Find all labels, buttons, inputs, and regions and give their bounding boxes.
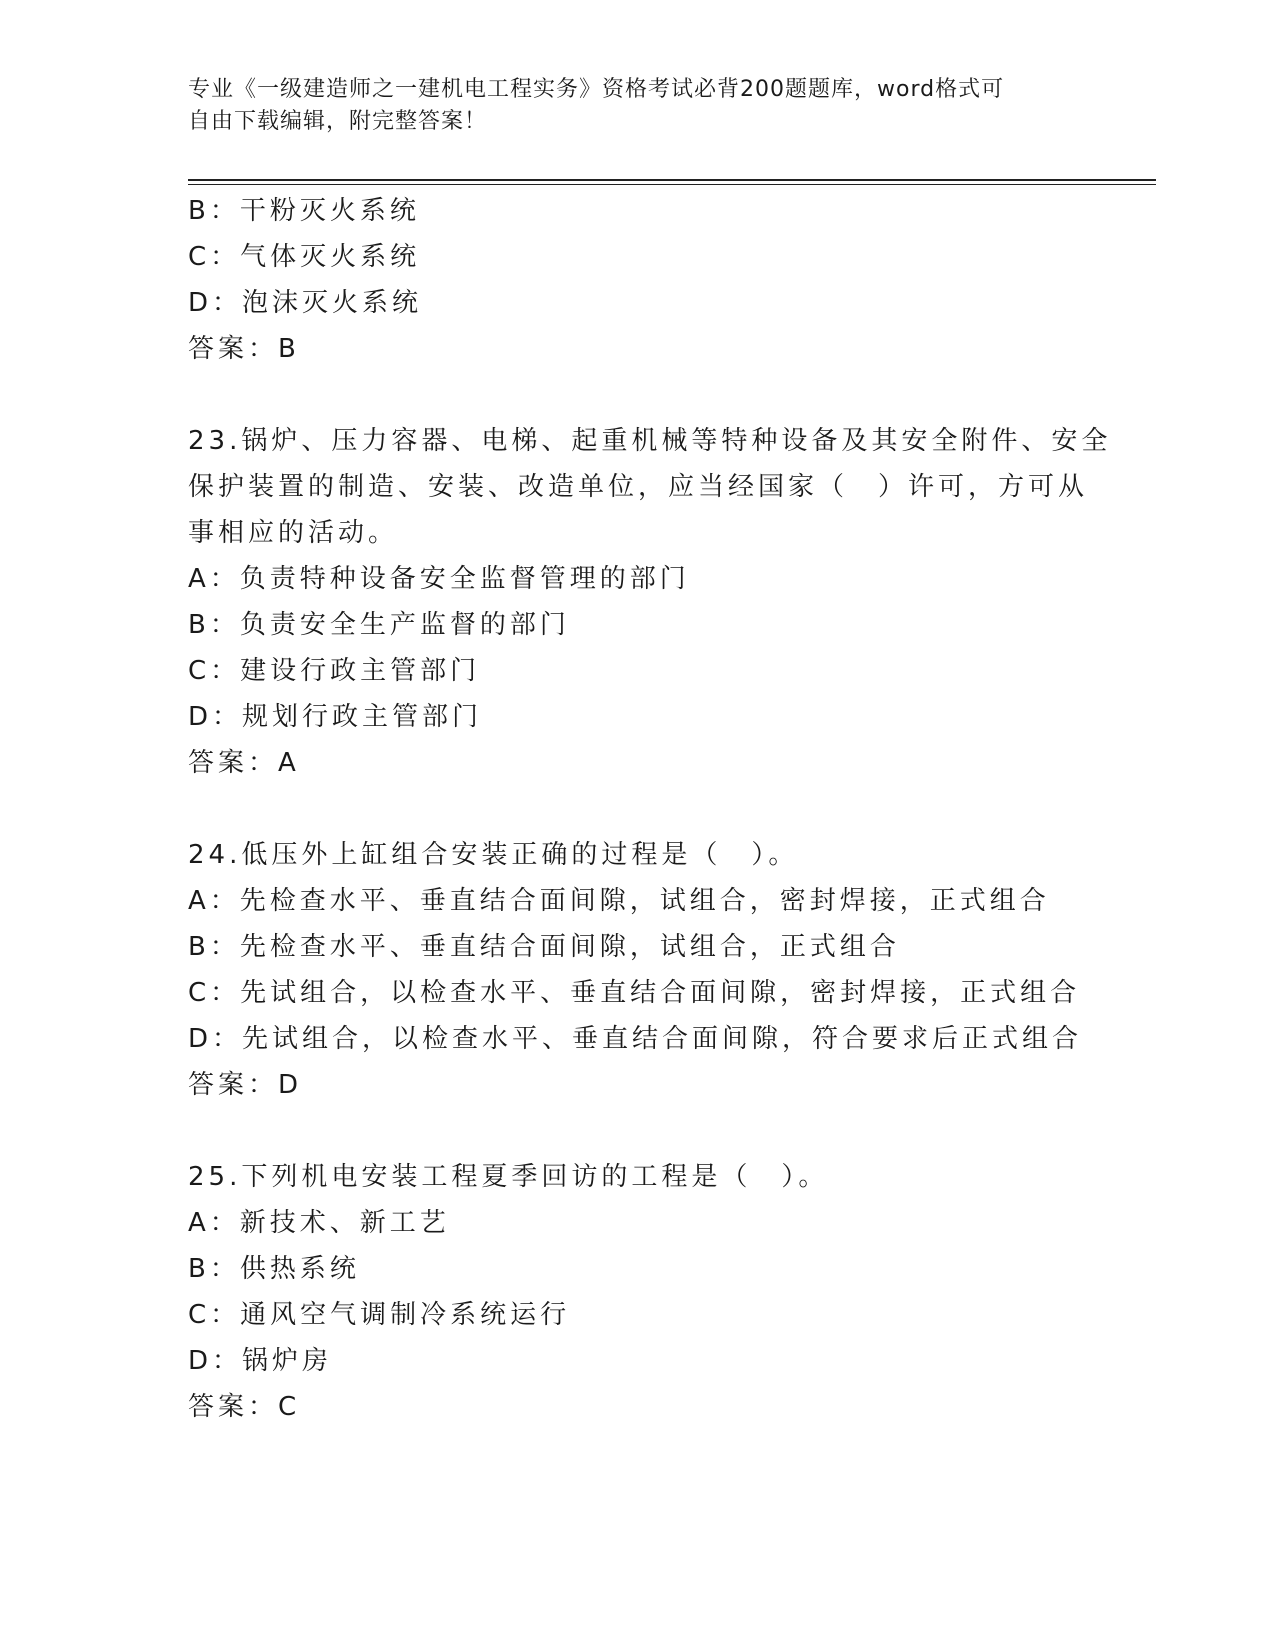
option-d: D：先试组合，以检查水平、垂直结合面间隙，符合要求后正式组合 bbox=[188, 1024, 1083, 1054]
header-line-1: 专业《一级建造师之一建机电工程实务》资格考试必背200题题库，word格式可 bbox=[188, 77, 1005, 102]
question-23 bbox=[188, 418, 1112, 786]
option-a: A：负责特种设备安全监督管理的部门 bbox=[188, 564, 690, 594]
option-c: C：通风空气调制冷系统运行 bbox=[188, 1300, 571, 1330]
question-24 bbox=[188, 832, 1088, 1108]
option-c: C：先试组合，以检查水平、垂直结合面间隙，密封焊接，正式组合 bbox=[188, 978, 1081, 1008]
option-d: D：锅炉房 bbox=[188, 1346, 333, 1376]
option-b: B：供热系统 bbox=[188, 1254, 360, 1284]
question-stem: 23.锅炉、压力容器、电梯、起重机械等特种设备及其安全附件、安全 bbox=[188, 426, 1112, 456]
option-d: D：泡沫灭火系统 bbox=[188, 288, 423, 318]
option-a: A：新技术、新工艺 bbox=[188, 1208, 450, 1238]
answer: 答案：A bbox=[188, 748, 300, 778]
header-rule-thick bbox=[188, 179, 1156, 181]
option-b: B：干粉灭火系统 bbox=[188, 196, 420, 226]
spacer bbox=[188, 372, 1088, 418]
option-a: A：先检查水平、垂直结合面间隙，试组合，密封焊接，正式组合 bbox=[188, 886, 1050, 916]
spacer bbox=[188, 786, 1088, 832]
spacer bbox=[188, 1108, 1088, 1154]
question-stem: 25.下列机电安装工程夏季回访的工程是（ ）。 bbox=[188, 1162, 829, 1192]
option-c: C：气体灭火系统 bbox=[188, 242, 421, 272]
question-25 bbox=[188, 1154, 1088, 1430]
answer: 答案：B bbox=[188, 334, 300, 364]
answer: 答案：D bbox=[188, 1070, 303, 1100]
question-stem: 保护装置的制造、安装、改造单位，应当经国家（ ）许可，方可从 bbox=[188, 472, 1089, 502]
option-b: B：先检查水平、垂直结合面间隙，试组合，正式组合 bbox=[188, 932, 900, 962]
question-22-tail bbox=[188, 188, 1088, 372]
page-header bbox=[188, 74, 1088, 138]
header-line-2: 自由下载编辑，附完整答案！ bbox=[188, 109, 488, 134]
answer: 答案：C bbox=[188, 1392, 301, 1422]
option-d: D：规划行政主管部门 bbox=[188, 702, 483, 732]
question-list bbox=[188, 188, 1112, 1430]
question-stem: 事相应的活动。 bbox=[188, 518, 399, 548]
option-b: B：负责安全生产监督的部门 bbox=[188, 610, 570, 640]
question-stem: 24.低压外上缸组合安装正确的过程是（ ）。 bbox=[188, 840, 799, 870]
option-c: C：建设行政主管部门 bbox=[188, 656, 481, 686]
header-rule-thin bbox=[188, 184, 1156, 185]
